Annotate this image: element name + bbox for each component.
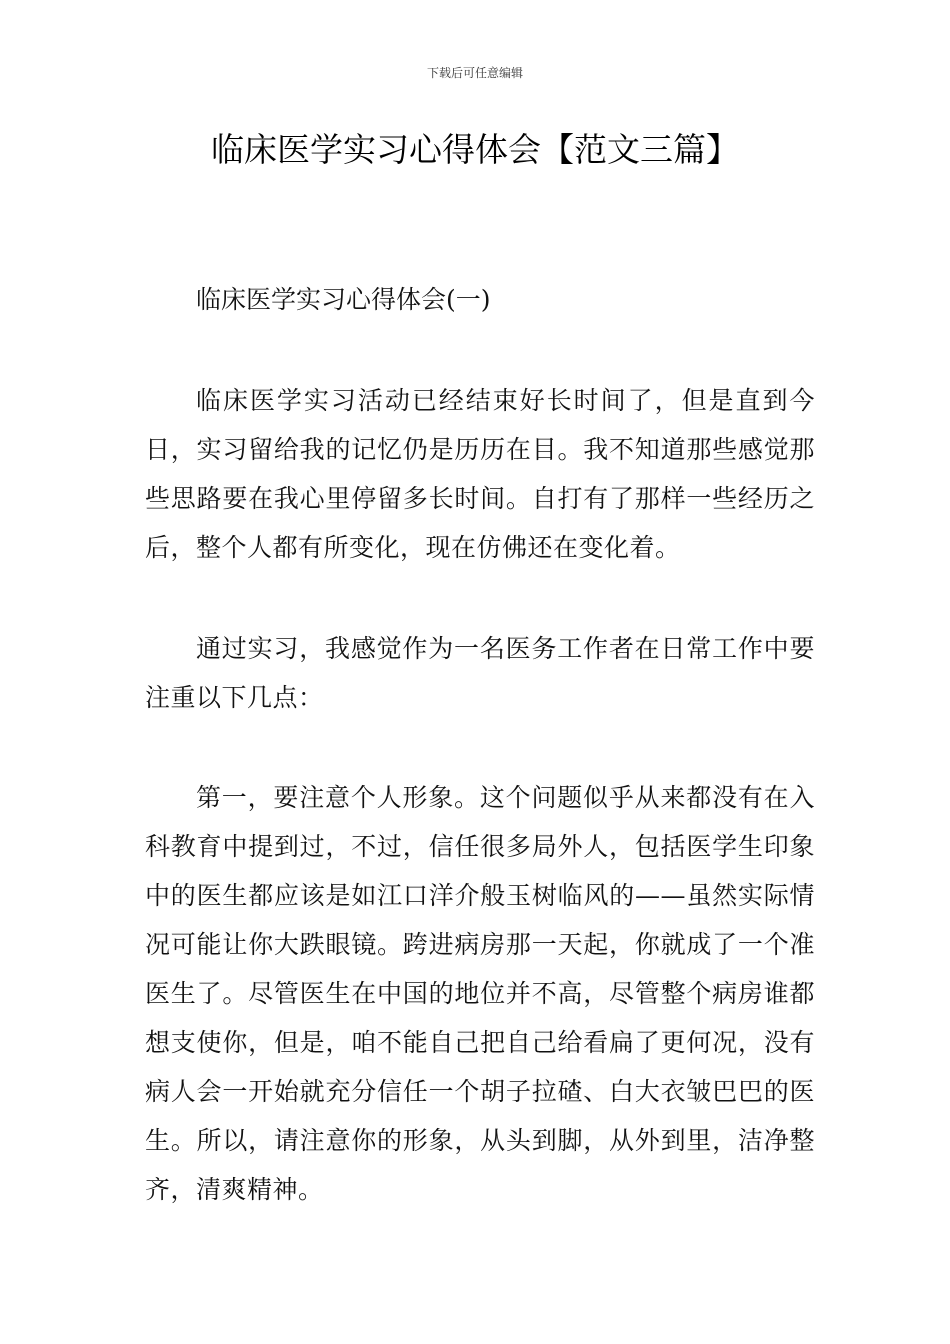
document-title: 临床医学实习心得体会【范文三篇】 <box>211 130 739 169</box>
section-heading: 临床医学实习心得体会(一) <box>196 285 491 314</box>
paragraph: 通过实习，我感觉作为一名医务工作者在日常工作中要注重以下几点： <box>145 634 815 712</box>
header-note: 下载后可任意编辑 <box>426 66 523 80</box>
paragraph: 临床医学实习活动已经结束好长时间了，但是直到今日，实习留给我的记忆仍是历历在目。我不知道那些感觉那些思路要在我心里停留多长时间。自打有了那样一些经历之后，整个人都有所变化，现在仿佛还在变化着。 <box>145 386 815 562</box>
paragraph: 第一，要注意个人形象。这个问题似乎从来都没有在入科教育中提到过，不过，信任很多局外人，包括医学生印象中的医生都应该是如江口洋介般玉树临风的——虽然实际情况可能让你大跌眼镜。跨进病房那一天起，你就成了一个准医生了。尽管医生在中国的地位并不高，尽管整个病房谁都想支使你，但是，咱不能自己把自己给看扁了更何况，没有病人会一开始就充分信任一个胡子拉碴、白大衣皱巴巴的医生。所以，请注意你的形象，从头到脚，从外到里，洁净整齐，清爽精神。 <box>145 783 815 1204</box>
